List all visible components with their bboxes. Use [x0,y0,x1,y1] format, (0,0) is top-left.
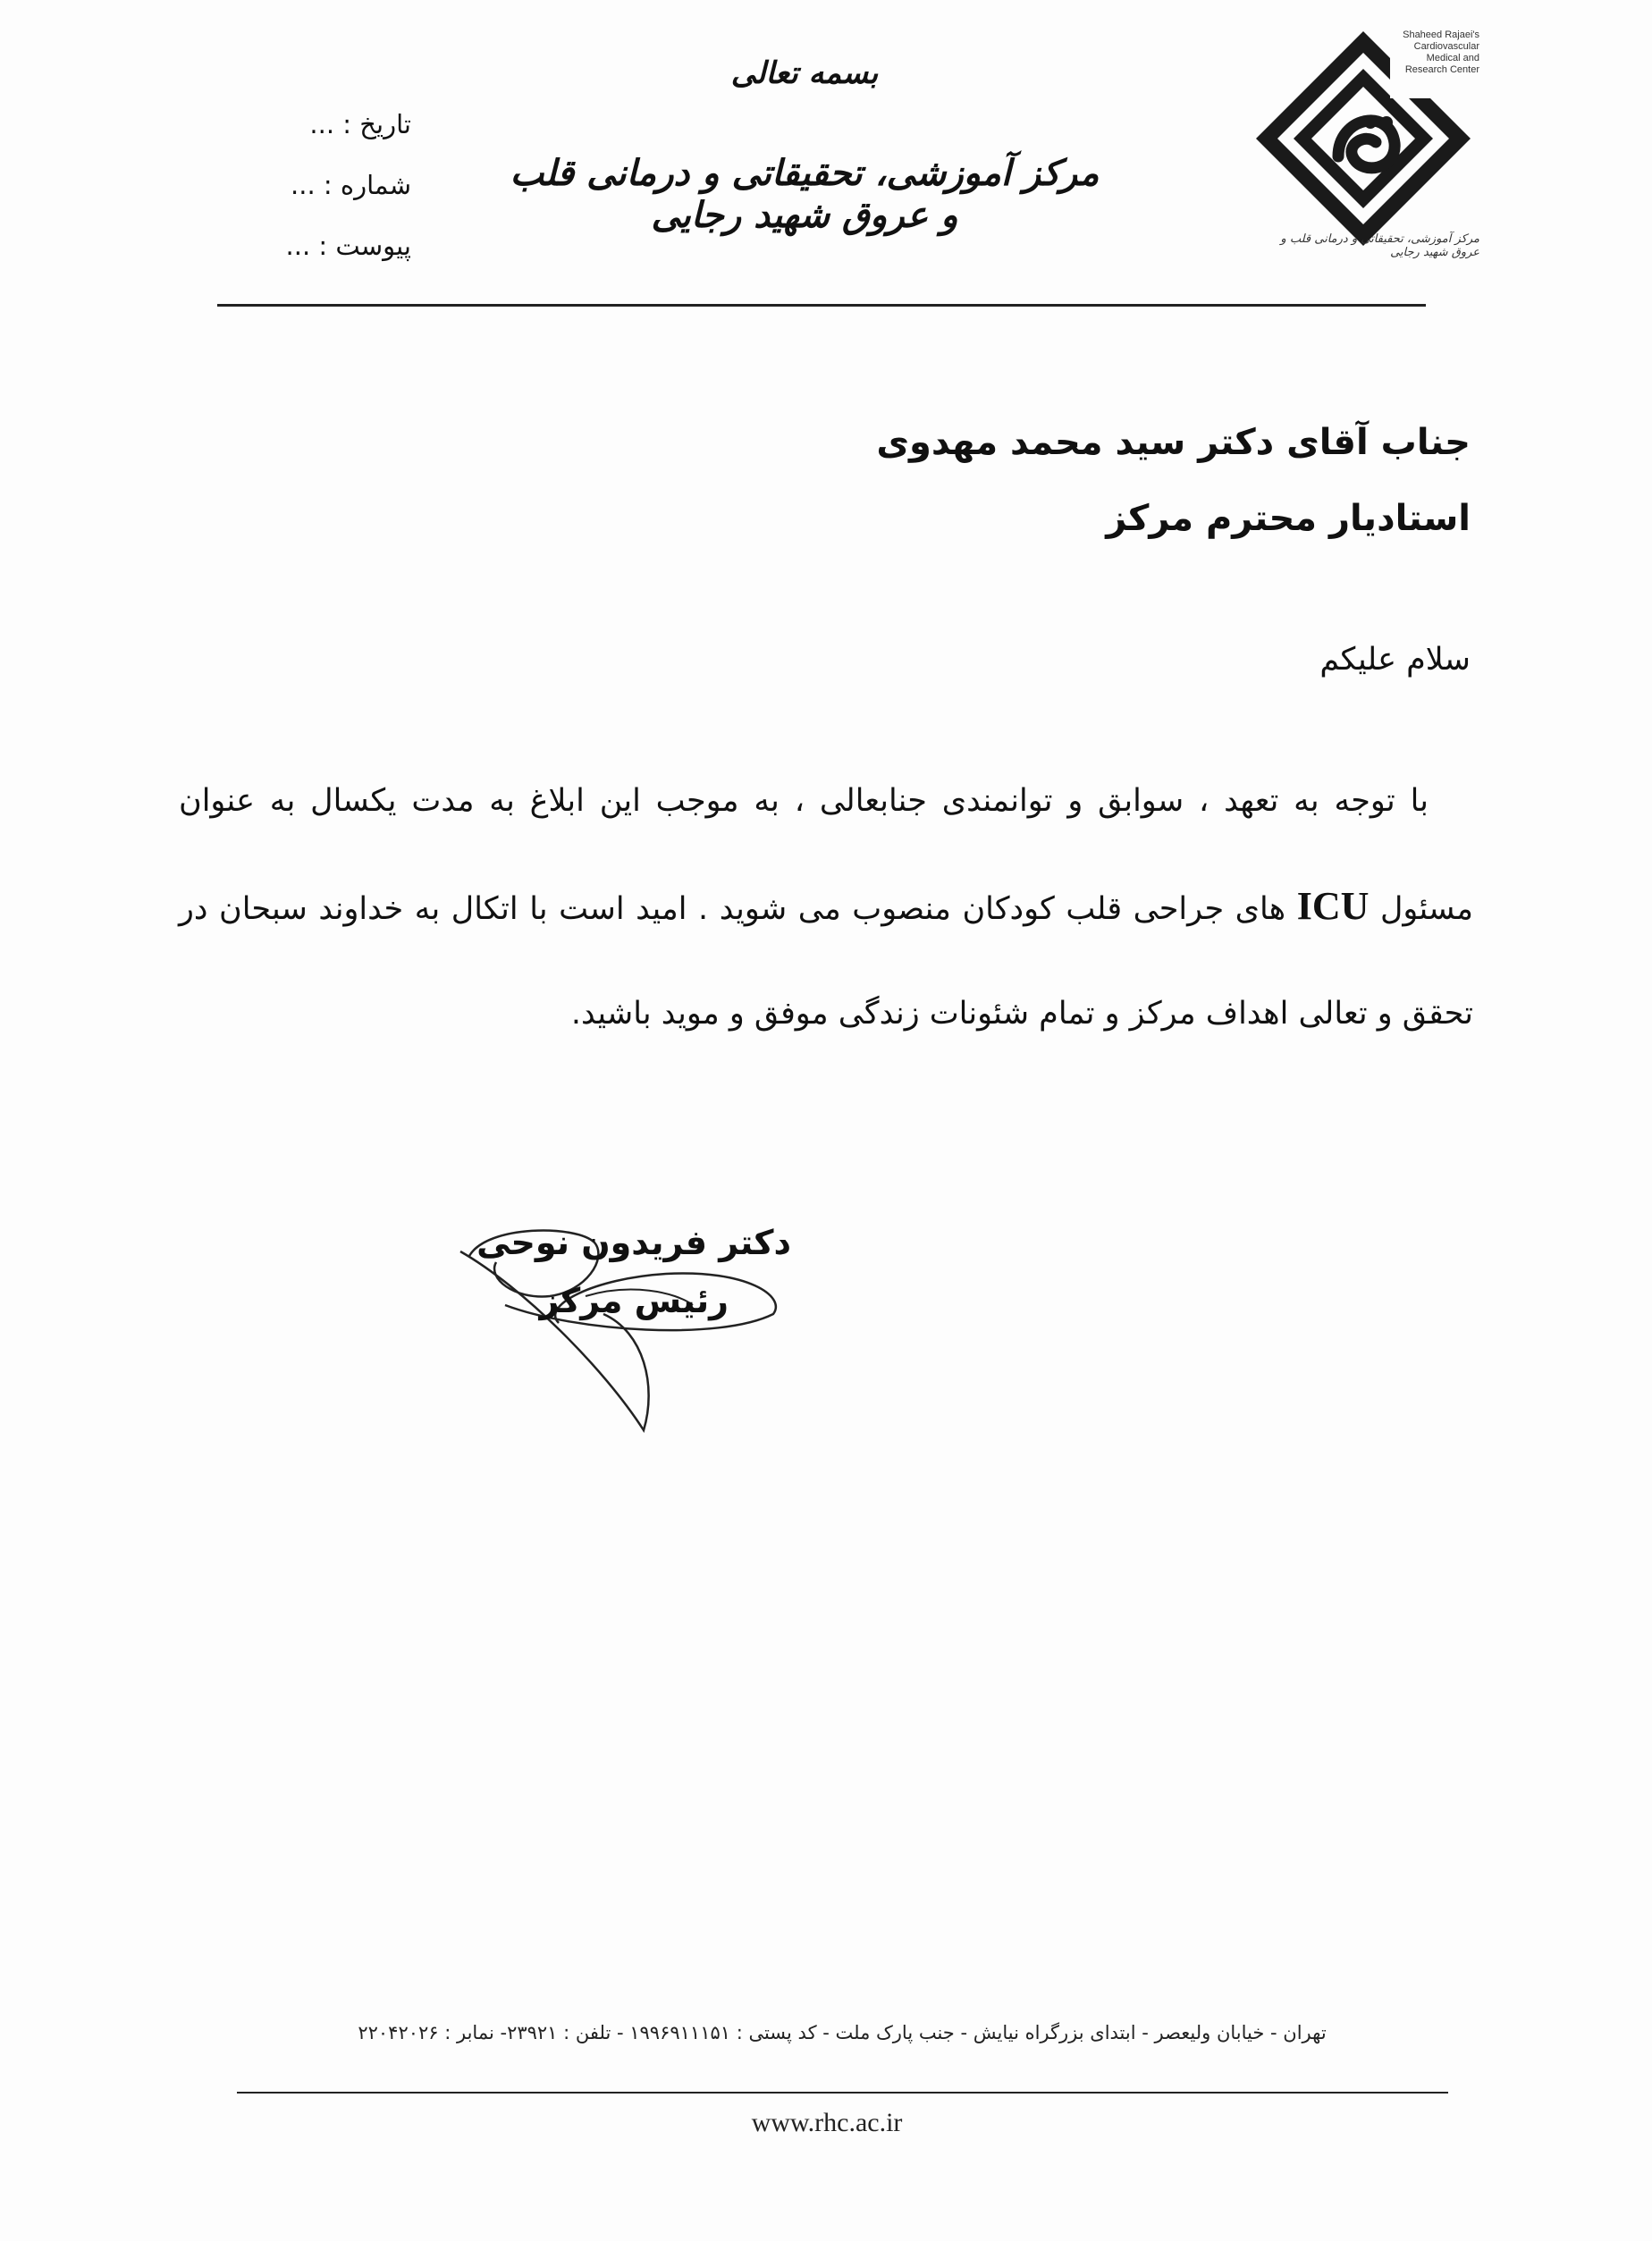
bismillah-heading: بسمه تعالی [730,55,879,91]
greeting: سلام علیکم [1319,642,1471,678]
number-field: شماره : ... [291,170,411,200]
date-field: تاریخ : ... [309,109,411,139]
footer-address: تهران - خیابان ولیعصر - ابتدای بزرگراه نیایش - جنب پارک ملت - کد پستی : ۱۹۹۶۹۱۱۱۵۱ - تلفن : ۲۳۹۲۱- نمابر : ۲۲۰۴۲۰۲۶ [358,2022,1327,2043]
letter-body [179,749,1473,1066]
body-text-part2: های جراحی قلب کودکان منصوب می شوید . امید است با اتکال به خداوند سبحان در تحقق و تعالی اهداف مرکز و تمام شئونات زندگی موفق و موید باشید. [179,891,1473,1032]
addressee-title: استادیار محترم مرکز [1106,498,1471,539]
header-divider [217,304,1426,307]
logo-persian-text: مرکز آموزشی، تحقیقاتی و درمانی قلب و عروق شهید رجایی [1280,232,1479,259]
signatory-name: دکتر فریدون نوحی [476,1223,791,1262]
signatory-title: رئیس مرکز [539,1281,729,1320]
footer-divider [237,2092,1448,2094]
body-icu: ICU [1296,884,1370,928]
logo-english-text: Shaheed Rajaei's Cardiovascular Medical and Research Center [1403,29,1479,75]
center-logo [1256,22,1479,273]
center-name-heading: مرکز آموزشی، تحقیقاتی و درمانی قلب و عروق شهید رجایی [510,152,1100,236]
body-text-part1: با توجه به تعهد ، سوابق و توانمندی جنابعالی ، به موجب این ابلاغ به مدت یکسال به عنوان مسئول [179,783,1473,927]
addressee-name: جناب آقای دکتر سید محمد مهدوی [876,422,1471,463]
attachment-field: پیوست : ... [285,231,411,261]
footer-website: www.rhc.ac.ir [751,2108,903,2137]
